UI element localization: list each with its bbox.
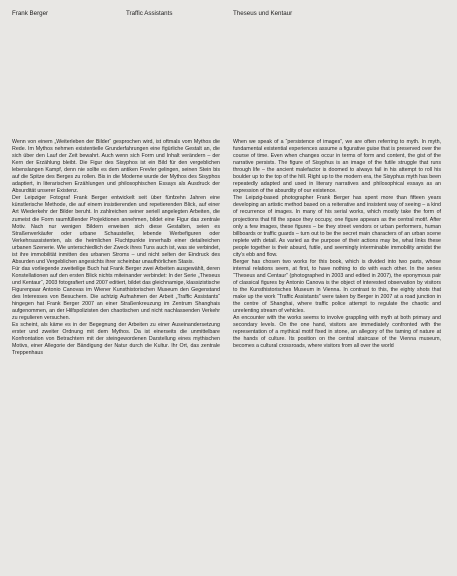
english-text-column	[233, 139, 441, 576]
english-paragraph: When we speak of a “persistence of images”, we are often referring to myth. In myth, fundamental existential experiences assume a figurative guise that is preserved over the course of time. Even when changes occur in terms of form and content, the gist of the narrative persists. The figure of Sisyphus is an image of the futile struggle that runs through life – the ancient malefactor is doomed to always fail in his attempt to roll his boulder up to the top of the hill. Right up to the modern era, the Sisyphus myth has been repeatedly adapted and used in literary narratives and philosophical essays as an expression of the absurdity of our existence.	[233, 139, 441, 195]
german-paragraph: Für das vorliegende zweiteilige Buch hat Frank Berger zwei Arbeiten ausgewählt, deren Konstellationen auf den ersten Blick nichts miteinander verbindet: In der Serie „Theseus und Kentaur“, 2003 fotografiert und 2007 editiert, bildet das gleichnamige, klassizistische Figurenpaar Antonio Canovas im Wiener Kunsthistorischen Museum den Gegenstand des Interesses von Besuchern. Die achtzig Aufnahmen der Arbeit „Traffic Assistants“ hingegen hat Frank Berger 2007 an einer Straßenkreuzung im Zentrum Shanghais aufgenommen, an der Hilfspolizisten den chaotischen und nicht nachlassenden Verkehr zu regulieren versuchen.	[12, 265, 220, 322]
header-title: Theseus und Kentaur	[233, 10, 293, 17]
german-paragraph: Wenn von einem „Weiterleben der Bilder“ gesprochen wird, ist oftmals vom Mythos die Rede. Im Mythos nehmen existentielle Grunderfahrungen eine figürliche Gestalt an, die sich über den Lauf der Zeit bewahrt. Auch wenn sich Form und Inhalt verändern – der Kern der Erzählung bleibt. Die Figur des Sisyphos ist ein Bild für den vergeblichen lebenslangen Kampf, denn nie sollte es dem antiken Frevler gelingen, seinen Stein bis auf die Spitze des Berges zu rollen. Bis in die Moderne wurde der Mythos des Sisyphos adaptiert, in literarischen Erzählungen und philosophischen Essays als Ausdruck der Absurdität unserer Existenz.	[12, 139, 220, 195]
german-paragraph: Der Leipziger Fotograf Frank Berger entwickelt seit über fünfzehn Jahren eine künstlerische Methode, die auf einem insistierenden und repetierenden Blick, auf einer Art Wiederkehr der Bilder beruht. In zahlreichen seiner seriell angelegten Arbeiten, die zumeist die Form raumfüllender Projektionen annehmen, bildet eine Figur das zentrale Motiv. Nach nur wenigen Bildern erweisen sich diese Gestalten, seien es Straßenverkäufer oder urbane Schausteller, lebende Werbefiguren oder Verkehrsassistenten, als die heimlichen Fluchtpunkte innerhalb einer detailreichen urbanen Szenerie. Wie unterschiedlich der Zweck ihres Tuns auch ist, was sie verbindet, ist ihre immobilität inmitten des urbanen Stroms – und nicht selten der Eindruck des Absurden und Vergeblichen angesichts ihrer scheinbar unaufhörlichen Stasis.	[12, 195, 220, 265]
german-paragraph: Es scheint, als käme es in der Begegnung der Arbeiten zu einer Auseinandersetzung erster und zweiter Ordnung mit dem Mythos. Da ist einerseits die unmittelbare Konfrontation von Betrachtern mit der steingewordenen Darstellung eines mythischen Motivs, einer Allegorie der Bändigung der Natur durch die Kultur. Ihr Ort, das zentrale Treppenhaus	[12, 322, 220, 357]
header-series: Traffic Assistants	[126, 10, 173, 17]
header-author: Frank Berger	[12, 10, 49, 17]
english-paragraph: Berger has chosen two works for this book, which is divided into two parts, whose internal relations seem, at first, to have nothing to do with each other. In the series “Theseus and Centaur” (photographed in 2003 and edited in 2007), the eponymous pair of classical figures by Antonio Canova is the object of interested observation by visitors to the Kunsthistorisches Museum in Vienna. In contrast to this, the eighty shots that make up the work “Traffic Assistants” were taken by Berger in 2007 at a road junction in the centre of Shanghai, where traffic police attempt to regulate the chaotic and unrelenting stream of vehicles.	[233, 258, 441, 315]
german-text-column	[12, 139, 220, 576]
english-paragraph: The Leipzig-based photographer Frank Berger has spent more than fifteen years developing an artistic method based on a reiterative and insistent way of seeing – a kind of recurrence of images. In many of his serial works, which mostly take the form of projections that fill the space they occupy, one figure appears as the central motif. After only a few images, these figures – be they street vendors or urban performers, human billboards or traffic guards – turn out to be the secret main characters of an urban scene replete with detail. As varied as the purpose of their actions may be, what links these people together is their absurd, futile, and seemingly interminable immobility amidst the city’s ebb and flow.	[233, 195, 441, 258]
english-paragraph: An encounter with the works seems to involve grappling with myth at both primary and secondary levels. On the one hand, visitors are immediately confronted with the representation of a mythical motif fixed in stone, an allegory of the taming of nature at the hands of culture. Its position on the central staircase of the Vienna museum, becomes a cultural crossroads, where visitors from all over the world	[233, 315, 441, 350]
